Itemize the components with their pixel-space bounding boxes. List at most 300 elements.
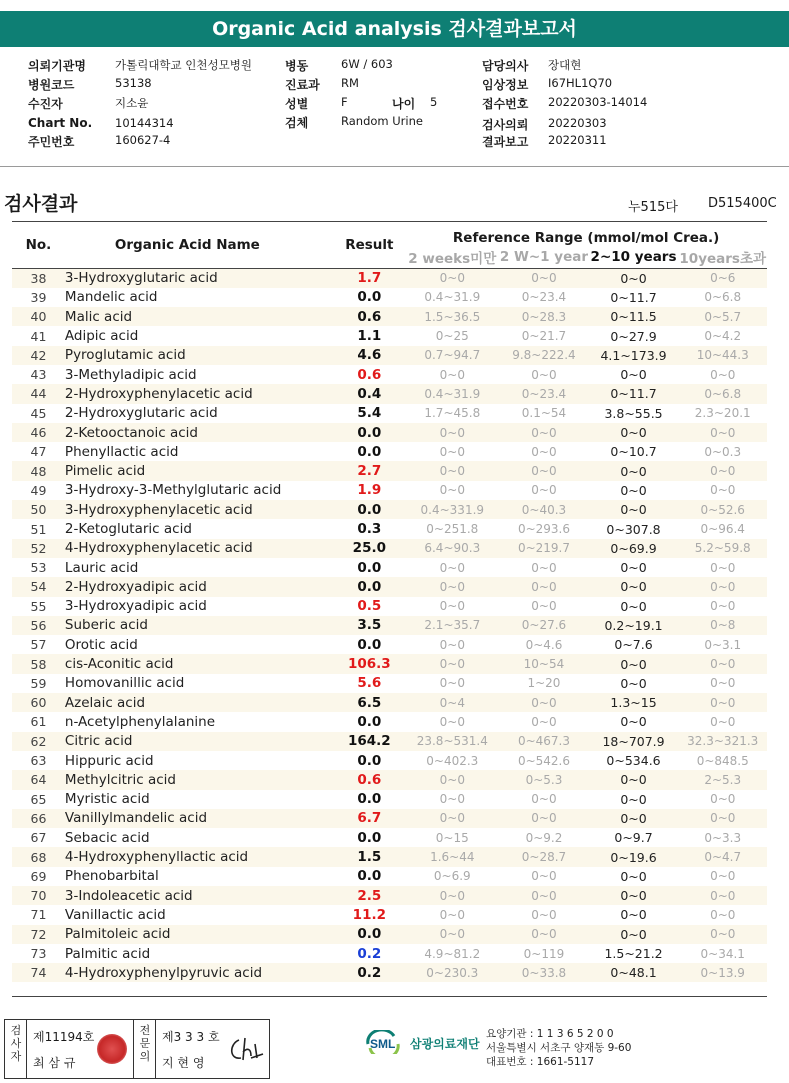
acid-name: 2-Hydroxyglutaric acid xyxy=(64,405,218,422)
patient-info xyxy=(0,55,789,155)
specialist-name: 지 현 영 xyxy=(162,1056,205,1070)
result-value: 1.9 xyxy=(357,482,382,499)
table-row xyxy=(12,674,767,693)
acid-name: 3-Hydroxyglutaric acid xyxy=(65,269,333,288)
footer xyxy=(0,1013,789,1083)
ref-2-10y: 0~0 xyxy=(589,269,679,288)
row-number: 43 xyxy=(30,367,47,383)
ref-10y: 0~4.7 xyxy=(678,847,767,866)
result-value: 6.5 xyxy=(333,693,405,712)
row-number: 49 xyxy=(30,482,47,498)
org-info xyxy=(486,1027,631,1069)
value-receipt-no: 20220303-14014 xyxy=(548,95,648,109)
org-phone: 대표번호 : 1661-5117 xyxy=(486,1056,595,1068)
ref-2weeks: 0~0 xyxy=(439,367,465,382)
ref-10y: 0~0 xyxy=(710,714,736,729)
table-row xyxy=(12,597,767,616)
result-value: 0.5 xyxy=(357,598,382,615)
ref-2w-1y: 0~0 xyxy=(499,577,588,596)
ref-2w-1y: 0~40.3 xyxy=(499,500,588,519)
row-number: 73 xyxy=(30,946,47,962)
ref-2weeks: 0~0 xyxy=(405,925,499,944)
table-row xyxy=(12,500,767,519)
table-row xyxy=(12,404,767,423)
label-doctor: 담당의사 xyxy=(482,59,529,73)
acid-name: 2-Ketoglutaric acid xyxy=(64,521,192,537)
row-number: 58 xyxy=(12,654,65,673)
row-number: 61 xyxy=(30,714,47,730)
ref-2w-1y: 0~21.7 xyxy=(521,329,567,344)
ref-2weeks: 1.7~45.8 xyxy=(424,406,481,421)
acid-name: 4-Hydroxyphenyllactic acid xyxy=(65,847,333,866)
acid-name: Citric acid xyxy=(65,732,333,751)
table-row xyxy=(12,963,767,982)
ref-2weeks: 0~0 xyxy=(405,461,499,480)
ref-2weeks: 0~0 xyxy=(439,637,465,652)
table-row xyxy=(12,269,767,288)
result-value: 0.0 xyxy=(357,443,382,460)
label-specimen: 검체 xyxy=(285,116,309,130)
col-no: No. xyxy=(25,237,52,253)
acid-name: n-Acetylphenylalanine xyxy=(64,713,216,730)
acid-name: Lauric acid xyxy=(64,559,139,576)
ref-2w-1y: 0~27.6 xyxy=(499,616,588,635)
specimen-id: 누515다 xyxy=(628,200,678,215)
label-hospital-code: 병원코드 xyxy=(28,78,75,92)
ref-2w-1y: 0~293.6 xyxy=(517,522,570,536)
col-name: Organic Acid Name xyxy=(114,237,260,253)
ref-10y: 0~5.7 xyxy=(678,307,767,326)
row-number: 46 xyxy=(12,423,65,442)
ref-2w-1y: 0~0 xyxy=(499,809,588,828)
ref-2w-1y: 10~54 xyxy=(499,654,588,673)
sub-10y: 10years초과 xyxy=(679,251,767,267)
label-resident-no: 주민번호 xyxy=(28,135,75,149)
acid-name: Adipic acid xyxy=(64,328,139,345)
ref-2-10y: 0~307.8 xyxy=(606,521,661,537)
acid-name: Malic acid xyxy=(65,307,333,326)
result-value: 0.6 xyxy=(357,366,382,383)
ref-2-10y: 0.2~19.1 xyxy=(589,616,679,635)
acid-name: Hippuric acid xyxy=(64,752,154,769)
ref-2weeks: 0~0 xyxy=(405,269,499,288)
acid-name: Pimelic acid xyxy=(65,461,333,480)
ref-10y: 0~0 xyxy=(678,693,767,712)
ref-2-10y: 0~0 xyxy=(620,598,647,614)
value-department: RM xyxy=(341,76,359,90)
table-row xyxy=(12,847,767,866)
ref-2weeks: 0~6.9 xyxy=(433,869,471,884)
row-number: 68 xyxy=(12,847,65,866)
acid-name: Azelaic acid xyxy=(65,693,333,712)
result-value: 0.4 xyxy=(333,384,405,403)
acid-name: 4-Hydroxyphenylacetic acid xyxy=(65,539,333,558)
ref-10y: 0~848.5 xyxy=(696,753,749,768)
sml-logo-icon xyxy=(364,1030,408,1054)
specialist-vertical-label: 전문의 xyxy=(139,1024,151,1063)
ref-2-10y: 0~11.7 xyxy=(610,289,657,305)
value-clinical-info: I67HL1Q70 xyxy=(548,76,613,90)
table-row xyxy=(12,481,767,500)
ref-2w-1y: 0~23.4 xyxy=(521,290,567,305)
seal-icon xyxy=(97,1034,127,1064)
row-number: 70 xyxy=(12,886,65,905)
result-value: 0.0 xyxy=(357,289,382,306)
ref-10y: 0~0 xyxy=(678,577,767,596)
value-specimen: Random Urine xyxy=(341,114,423,128)
row-number: 39 xyxy=(30,289,47,305)
ref-10y: 0~34.1 xyxy=(700,946,745,961)
ref-2weeks: 0~0 xyxy=(439,444,465,459)
ref-2-10y: 0~48.1 xyxy=(589,963,679,982)
row-number: 66 xyxy=(12,809,65,828)
ref-2weeks: 0~15 xyxy=(435,830,469,845)
results-table xyxy=(12,221,767,982)
table-row xyxy=(12,886,767,905)
table-row xyxy=(12,925,767,944)
ref-2weeks: 0~0 xyxy=(439,792,465,807)
ref-2weeks: 0.4~331.9 xyxy=(405,500,499,519)
result-value: 106.3 xyxy=(333,654,405,673)
ref-10y: 0~0 xyxy=(710,869,736,884)
table-row xyxy=(12,809,767,828)
ref-2w-1y: 0~0 xyxy=(531,599,557,614)
ref-2weeks: 0~0 xyxy=(405,770,499,789)
specialist-license: 제3 3 3 호 xyxy=(162,1030,220,1044)
acid-name: Pyroglutamic acid xyxy=(65,346,333,365)
value-chart-no: 10144314 xyxy=(115,116,174,130)
acid-name: 3-Indoleacetic acid xyxy=(65,886,333,905)
report-title-bar xyxy=(0,11,789,47)
row-number: 62 xyxy=(12,732,65,751)
row-number: 47 xyxy=(30,444,47,460)
ref-10y: 0~0 xyxy=(710,560,736,575)
ref-2weeks: 2.1~35.7 xyxy=(405,616,499,635)
ref-10y: 0~0 xyxy=(678,654,767,673)
row-number: 38 xyxy=(12,269,65,288)
ref-2w-1y: 0~4.6 xyxy=(525,637,563,652)
acid-name: 3-Methyladipic acid xyxy=(64,366,197,383)
ref-2weeks: 0~0 xyxy=(405,577,499,596)
ref-2w-1y: 0~542.6 xyxy=(517,753,570,768)
row-number: 69 xyxy=(30,868,47,884)
ref-2-10y: 0~0 xyxy=(589,500,679,519)
result-value: 25.0 xyxy=(333,539,405,558)
ref-2w-1y: 0~0 xyxy=(531,869,557,884)
table-row xyxy=(12,307,767,326)
row-number: 55 xyxy=(30,598,47,614)
table-row xyxy=(12,712,767,731)
result-value: 0.0 xyxy=(357,636,382,653)
ref-2-10y: 0~0 xyxy=(589,809,679,828)
row-number: 54 xyxy=(12,577,65,596)
table-row xyxy=(12,770,767,789)
row-number: 51 xyxy=(30,521,47,537)
result-value: 0.6 xyxy=(333,307,405,326)
ref-10y: 0~0 xyxy=(678,423,767,442)
ref-2-10y: 4.1~173.9 xyxy=(589,346,679,365)
sub-2weeks: 2 weeks미만 xyxy=(408,251,497,267)
ref-2-10y: 0~0 xyxy=(589,654,679,673)
ref-10y: 0~0 xyxy=(710,483,736,498)
acid-name: Phenyllactic acid xyxy=(64,443,179,460)
report-title: Organic Acid analysis 검사결과보고서 xyxy=(212,18,577,40)
org-code: 요양기관 : 1 1 3 6 5 2 0 0 xyxy=(486,1028,614,1040)
table-row xyxy=(12,944,767,963)
acid-name: Homovanillic acid xyxy=(64,675,185,692)
row-number: 48 xyxy=(12,461,65,480)
table-end-rule xyxy=(12,996,767,997)
table-row xyxy=(12,442,767,461)
table-row xyxy=(12,326,767,345)
ref-10y: 0~8 xyxy=(678,616,767,635)
ref-2w-1y: 0~0 xyxy=(531,444,557,459)
ref-2weeks: 6.4~90.3 xyxy=(405,539,499,558)
ref-10y: 0~0 xyxy=(710,599,736,614)
ref-2w-1y: 0~0 xyxy=(499,693,588,712)
acid-name: Orotic acid xyxy=(64,636,138,653)
ref-2w-1y: 0~0 xyxy=(531,792,557,807)
row-number: 63 xyxy=(30,753,47,769)
value-doctor: 장대현 xyxy=(548,58,582,72)
ref-10y: 10~44.3 xyxy=(678,346,767,365)
ref-2w-1y: 0~0 xyxy=(531,367,557,382)
ref-2-10y: 0~9.7 xyxy=(614,830,653,846)
ref-10y: 0~13.9 xyxy=(678,963,767,982)
ref-10y: 32.3~321.3 xyxy=(678,732,767,751)
table-row xyxy=(12,577,767,596)
row-number: 50 xyxy=(12,500,65,519)
ref-10y: 0~6.8 xyxy=(678,384,767,403)
ref-2-10y: 0~0 xyxy=(589,461,679,480)
label-patient: 수진자 xyxy=(28,97,63,111)
row-number: 67 xyxy=(30,830,47,846)
label-clinical-info: 임상정보 xyxy=(482,78,529,92)
ref-2-10y: 0~27.9 xyxy=(610,328,657,344)
ref-2w-1y: 0~219.7 xyxy=(499,539,588,558)
result-value: 0.0 xyxy=(333,925,405,944)
ref-2-10y: 0~0 xyxy=(620,367,647,383)
acid-name: Vanillactic acid xyxy=(64,906,166,923)
table-row xyxy=(12,539,767,558)
acid-name: 4-Hydroxyphenylpyruvic acid xyxy=(65,963,333,982)
result-value: 5.4 xyxy=(357,405,382,422)
ref-2weeks: 0.4~31.9 xyxy=(405,384,499,403)
row-number: 71 xyxy=(30,907,47,923)
ref-10y: 0~6 xyxy=(678,269,767,288)
result-value: 3.5 xyxy=(333,616,405,635)
ref-2-10y: 0~0 xyxy=(620,868,647,884)
result-value: 6.7 xyxy=(333,809,405,828)
ref-2-10y: 0~0 xyxy=(620,907,647,923)
acid-name: Palmitic acid xyxy=(64,945,151,962)
result-value: 0.0 xyxy=(333,500,405,519)
ref-2weeks: 0.4~31.9 xyxy=(424,290,481,305)
ref-2weeks: 0~0 xyxy=(439,714,465,729)
value-patient: 지소윤 xyxy=(115,96,149,110)
row-number: 56 xyxy=(12,616,65,635)
acid-name: Suberic acid xyxy=(65,616,333,635)
row-number: 40 xyxy=(12,307,65,326)
ref-2-10y: 0~534.6 xyxy=(606,753,661,769)
acid-name: 2-Ketooctanoic acid xyxy=(65,423,333,442)
label-hospital: 의뢰기관명 xyxy=(28,59,86,73)
table-row xyxy=(12,519,767,538)
label-sex: 성별 xyxy=(285,97,309,111)
ref-2-10y: 3.8~55.5 xyxy=(604,405,663,421)
row-number: 41 xyxy=(30,328,47,344)
ref-2weeks: 0~0 xyxy=(405,423,499,442)
result-value: 164.2 xyxy=(333,732,405,751)
section-title: 검사결과 xyxy=(4,193,78,215)
result-value: 2.7 xyxy=(333,461,405,480)
ref-10y: 0~0.3 xyxy=(704,444,742,459)
result-value: 0.0 xyxy=(357,559,382,576)
result-value: 11.2 xyxy=(352,906,386,923)
acid-name: Mandelic acid xyxy=(64,289,158,306)
ref-10y: 0~0 xyxy=(678,461,767,480)
label-chart-no: Chart No. xyxy=(28,116,93,130)
result-value: 4.6 xyxy=(333,346,405,365)
ref-2w-1y: 1~20 xyxy=(527,676,561,691)
table-row xyxy=(12,288,767,307)
value-resident-no: 160627-4 xyxy=(115,133,171,147)
table-row xyxy=(12,693,767,712)
ref-2w-1y: 9.8~222.4 xyxy=(499,346,588,365)
acid-name: 2-Hydroxyadipic acid xyxy=(65,577,333,596)
col-reference: Reference Range (mmol/mol Crea.) xyxy=(452,230,720,246)
result-value: 1.7 xyxy=(333,269,405,288)
ref-10y: 0~0 xyxy=(710,792,736,807)
ref-2weeks: 4.9~81.2 xyxy=(424,946,481,961)
value-hospital: 가톨릭대학교 인천성모병원 xyxy=(115,58,252,72)
row-number: 42 xyxy=(12,346,65,365)
result-value: 0.0 xyxy=(357,713,382,730)
row-number: 72 xyxy=(12,925,65,944)
sub-2w-1y: 2 W~1 year xyxy=(499,249,589,265)
acid-name: Vanillylmandelic acid xyxy=(65,809,333,828)
signature-icon xyxy=(225,1034,265,1066)
ref-2w-1y: 0~0 xyxy=(499,423,588,442)
ref-2weeks: 0~0 xyxy=(405,654,499,673)
ref-10y: 2~5.3 xyxy=(678,770,767,789)
org-name: 삼광의료재단 xyxy=(410,1037,480,1051)
table-row xyxy=(12,423,767,442)
table-row xyxy=(12,558,767,577)
ref-10y: 0~52.6 xyxy=(678,500,767,519)
signature-box xyxy=(4,1019,270,1079)
acid-name: 2-Hydroxyphenylacetic acid xyxy=(65,384,333,403)
ref-2-10y: 0~0 xyxy=(589,886,679,905)
result-value: 1.5 xyxy=(333,847,405,866)
row-number: 65 xyxy=(30,791,47,807)
ref-2weeks: 0~0 xyxy=(439,560,465,575)
acid-name: 3-Hydroxyadipic acid xyxy=(64,598,207,615)
ref-2-10y: 0~0 xyxy=(620,560,647,576)
ref-2w-1y: 0~5.3 xyxy=(499,770,588,789)
ref-2-10y: 0~0 xyxy=(620,675,647,691)
ref-2weeks: 0~251.8 xyxy=(426,522,479,536)
lab-id: D515400C xyxy=(708,196,777,211)
ref-2w-1y: 0~0 xyxy=(499,886,588,905)
value-request-date: 20220303 xyxy=(548,116,607,130)
ref-2w-1y: 0~0 xyxy=(531,907,557,922)
ref-2-10y: 18~707.9 xyxy=(589,732,679,751)
result-value: 0.0 xyxy=(357,791,382,808)
label-ward: 병동 xyxy=(285,59,309,73)
ref-10y: 0~3.3 xyxy=(704,830,742,845)
acid-name: Palmitoleic acid xyxy=(65,925,333,944)
acid-name: Methylcitric acid xyxy=(65,770,333,789)
table-row xyxy=(12,828,767,847)
result-value: 0.2 xyxy=(357,945,382,962)
result-value: 0.3 xyxy=(357,521,382,537)
table-row xyxy=(12,461,767,480)
ref-2w-1y: 0~9.2 xyxy=(525,830,563,845)
ref-2w-1y: 0.1~54 xyxy=(521,406,567,421)
ref-2weeks: 0~0 xyxy=(405,886,499,905)
row-number: 59 xyxy=(30,675,47,691)
table-row xyxy=(12,732,767,751)
table-row xyxy=(12,635,767,654)
table-row xyxy=(12,365,767,384)
ref-10y: 2.3~20.1 xyxy=(694,406,751,421)
ref-2w-1y: 0~28.3 xyxy=(499,307,588,326)
acid-name: cis-Aconitic acid xyxy=(65,654,333,673)
table-row xyxy=(12,616,767,635)
label-report-date: 결과보고 xyxy=(482,135,529,149)
ref-10y: 0~0 xyxy=(678,809,767,828)
divider xyxy=(0,166,789,167)
ref-2-10y: 0~0 xyxy=(620,482,647,498)
ref-2weeks: 0~0 xyxy=(439,599,465,614)
value-hospital-code: 53138 xyxy=(115,76,152,90)
ref-2weeks: 0.7~94.7 xyxy=(405,346,499,365)
ref-2w-1y: 0~23.4 xyxy=(499,384,588,403)
row-number: 57 xyxy=(30,637,47,653)
value-ward: 6W / 603 xyxy=(341,57,393,71)
label-age: 나이 xyxy=(392,97,416,111)
ref-2-10y: 0~0 xyxy=(620,791,647,807)
table-row xyxy=(12,346,767,365)
tester-name: 최 삼 규 xyxy=(33,1056,76,1070)
row-number: 44 xyxy=(12,384,65,403)
ref-2weeks: 0~4 xyxy=(405,693,499,712)
ref-2w-1y: 0~0 xyxy=(531,714,557,729)
result-value: 0.0 xyxy=(357,868,382,885)
row-number: 64 xyxy=(12,770,65,789)
ref-2-10y: 0~0 xyxy=(620,714,647,730)
ref-2w-1y: 0~0 xyxy=(499,925,588,944)
row-number: 74 xyxy=(12,963,65,982)
ref-2w-1y: 0~119 xyxy=(523,946,565,961)
result-value: 1.1 xyxy=(357,328,382,345)
label-request-date: 검사의뢰 xyxy=(482,118,529,132)
row-number: 53 xyxy=(30,560,47,576)
result-value: 0.0 xyxy=(333,577,405,596)
ref-2-10y: 0~0 xyxy=(589,577,679,596)
table-row xyxy=(12,654,767,673)
tester-vertical-label: 검사자 xyxy=(10,1024,22,1063)
ref-2weeks: 1.6~44 xyxy=(405,847,499,866)
ref-2w-1y: 0~28.7 xyxy=(499,847,588,866)
value-report-date: 20220311 xyxy=(548,133,607,147)
table-row xyxy=(12,751,767,770)
ref-2-10y: 0~11.5 xyxy=(589,307,679,326)
ref-10y: 0~3.1 xyxy=(704,637,742,652)
ref-2-10y: 0~7.6 xyxy=(614,637,653,653)
ref-2-10y: 1.5~21.2 xyxy=(604,946,663,962)
